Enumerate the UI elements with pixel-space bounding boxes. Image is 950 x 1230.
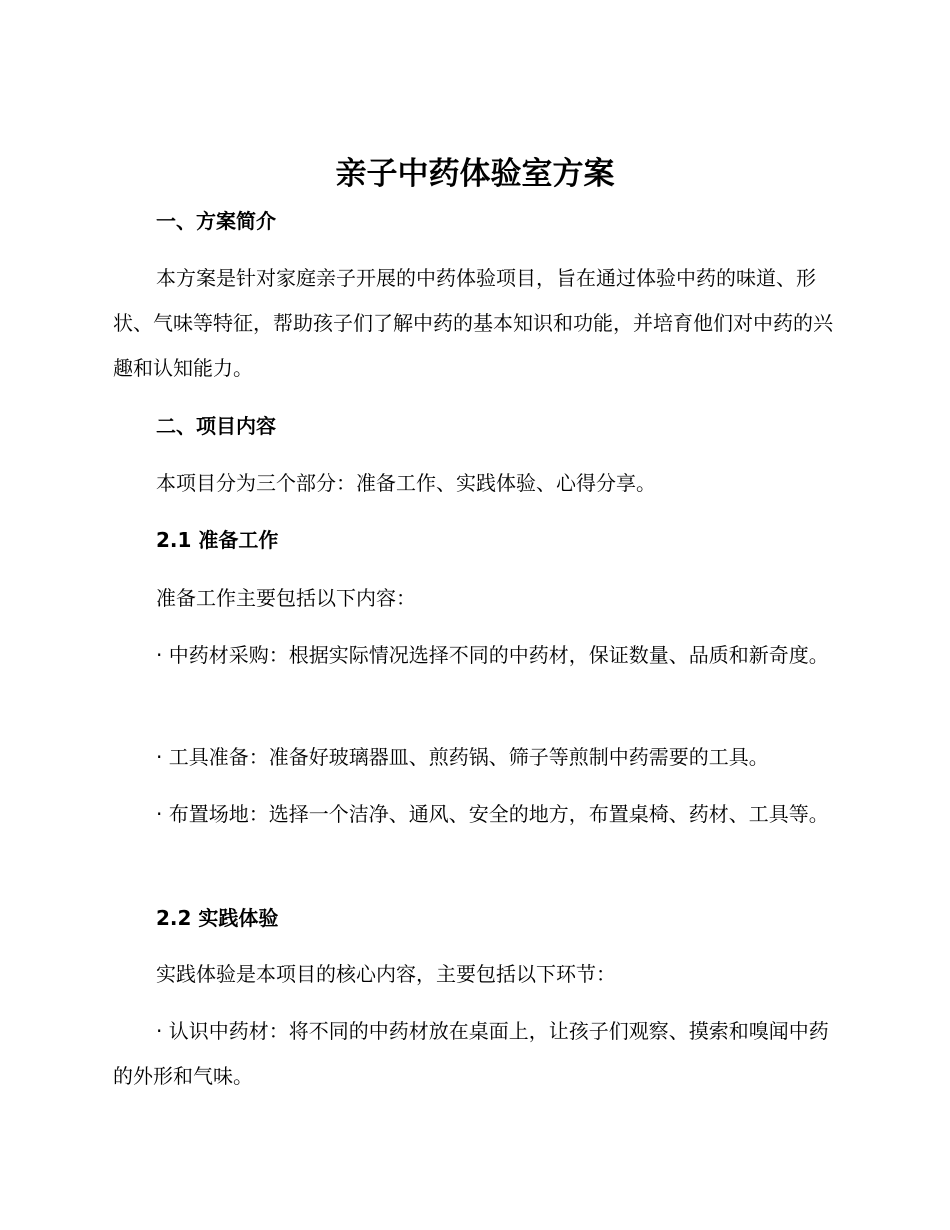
subsection-heading-preparation: 2.1 准备工作 xyxy=(156,528,279,552)
section-heading-overview: 一、方案简介 xyxy=(156,209,276,233)
list-item-tool-preparation: · 工具准备：准备好玻璃器皿、煎药锅、筛子等煎制中药需要的工具。 xyxy=(156,745,769,769)
paragraph-practice-intro: 实践体验是本项目的核心内容，主要包括以下环节： xyxy=(156,962,616,986)
list-item-venue-setup: · 布置场地：选择一个洁净、通风、安全的地方，布置桌椅、药材、工具等。 xyxy=(156,802,829,826)
paragraph-overview: 本方案是针对家庭亲子开展的中药体验项目，旨在通过体验中药的味道、形状、气味等特征，帮助孩子们了解中药的基本知识和功能，并培育他们对中药的兴趣和认知能力。 xyxy=(113,266,833,380)
document-title: 亲子中药体验室方案 xyxy=(335,156,615,192)
subsection-heading-practice: 2.2 实践体验 xyxy=(156,906,279,930)
paragraph-content: 本项目分为三个部分：准备工作、实践体验、心得分享。 xyxy=(156,471,656,495)
paragraph-preparation-intro: 准备工作主要包括以下内容： xyxy=(156,586,416,610)
list-item-know-herbs: · 认识中药材：将不同的中药材放在桌面上，让孩子们观察、摸索和嗅闻中药的外形和气味。 xyxy=(113,1019,829,1088)
section-heading-content: 二、项目内容 xyxy=(156,414,276,438)
list-item-herb-purchase: · 中药材采购：根据实际情况选择不同的中药材，保证数量、品质和新奇度。 xyxy=(156,643,829,667)
